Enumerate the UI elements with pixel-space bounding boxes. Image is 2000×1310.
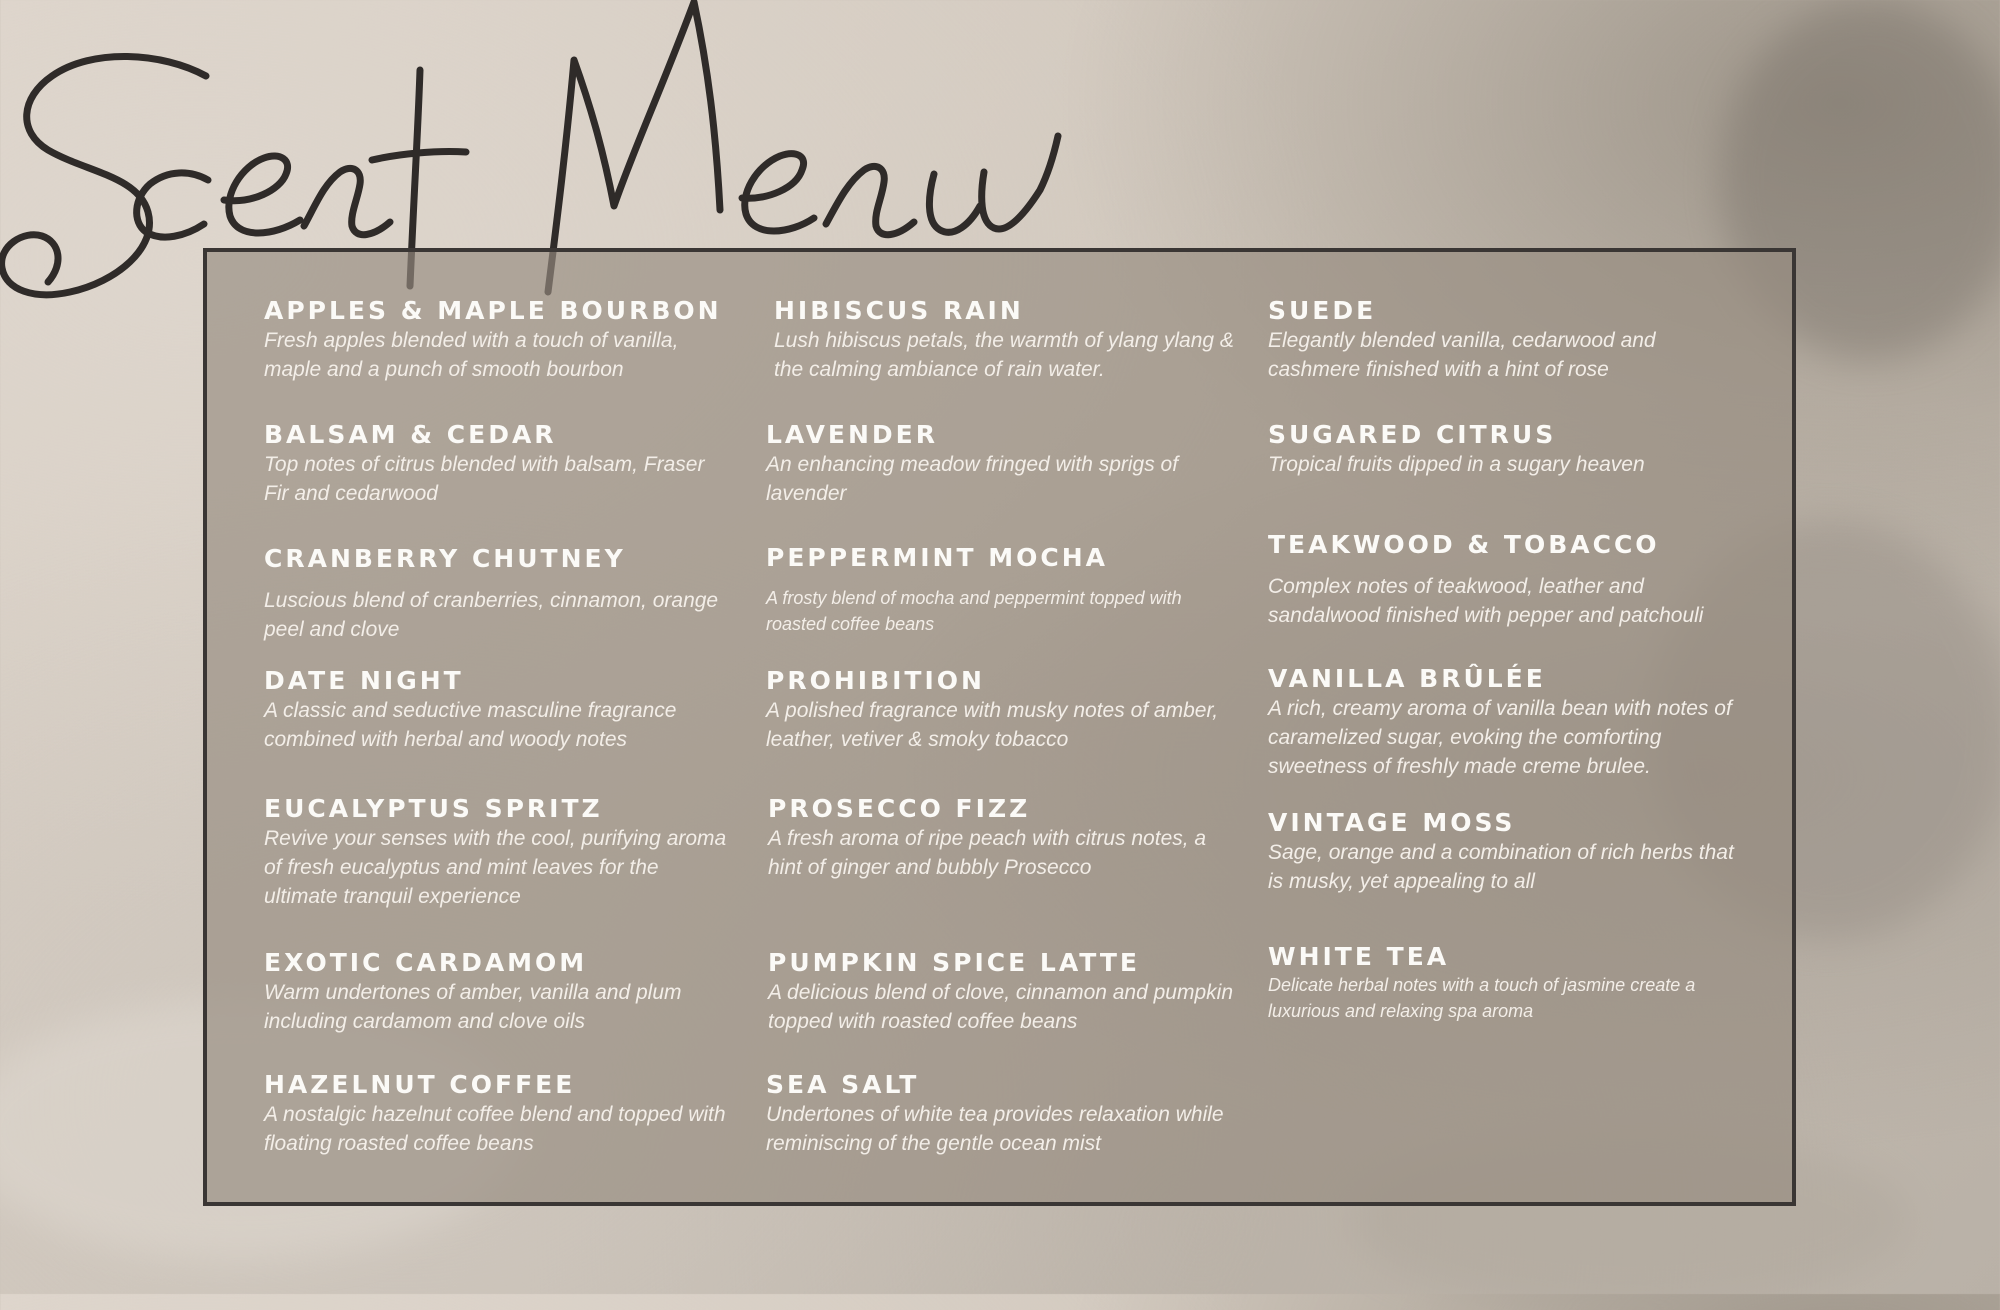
scent-description: Complex notes of teakwood, leather and sandalwood finished with pepper and patchouli: [1268, 575, 1704, 627]
scent-description: A delicious blend of clove, cinnamon and pumpkin topped with roasted coffee beans: [768, 981, 1234, 1033]
scent-name: PUMPKIN SPICE LATTE: [768, 948, 1140, 977]
scent-item-hibiscus-rain: [774, 296, 1244, 384]
scent-description: Lush hibiscus petals, the warmth of ylang ylang & the calming ambiance of rain water.: [774, 329, 1234, 381]
scent-description: A polished fragrance with musky notes of amber, leather, vetiver & smoky tobacco: [766, 699, 1219, 751]
scent-name: PROSECCO FIZZ: [768, 794, 1031, 823]
scent-item-lavender: [766, 420, 1236, 508]
scent-name: VINTAGE MOSS: [1268, 808, 1516, 837]
scent-name: VANILLA BRÛLÉE: [1268, 664, 1546, 693]
scent-name: SUGARED CITRUS: [1268, 420, 1557, 449]
scent-name: EXOTIC CARDAMOM: [264, 948, 588, 977]
scent-item-sugared-citrus: [1268, 420, 1738, 479]
scent-item-suede: [1268, 296, 1738, 384]
scent-item-balsam-cedar: [264, 420, 734, 508]
title-letter-e: [224, 156, 300, 233]
scent-item-vanilla-brulee: [1268, 664, 1738, 781]
scent-name: LAVENDER: [766, 420, 939, 449]
scent-name: SUEDE: [1268, 296, 1377, 325]
scent-name: PEPPERMINT MOCHA: [766, 543, 1108, 572]
scent-item-peppermint-mocha: [766, 543, 1236, 637]
scent-description: An enhancing meadow fringed with sprigs of lavender: [766, 453, 1179, 505]
scent-name: EUCALYPTUS SPRITZ: [264, 794, 603, 823]
scent-item-apples-maple-bourbon: [264, 296, 734, 384]
scent-item-sea-salt: [766, 1070, 1236, 1158]
scent-name: WHITE TEA: [1268, 942, 1450, 971]
scent-description: Revive your senses with the cool, purifying aroma of fresh eucalyptus and mint leaves for the ultimate tranquil experience: [264, 827, 727, 908]
scent-item-prohibition: [766, 666, 1236, 754]
scent-description: Delicate herbal notes with a touch of jasmine create a luxurious and relaxing spa aroma: [1268, 975, 1696, 1021]
scent-item-date-night: [264, 666, 734, 754]
scent-description: Top notes of citrus blended with balsam, Fraser Fir and cedarwood: [264, 453, 705, 505]
scent-name: PROHIBITION: [766, 666, 985, 695]
scent-description: A rich, creamy aroma of vanilla bean with notes of caramelized sugar, evoking the comforting sweetness of freshly made creme brulee.: [1268, 697, 1732, 778]
scent-name: DATE NIGHT: [264, 666, 464, 695]
scent-item-teakwood-tobacco: [1268, 530, 1738, 630]
scent-name: TEAKWOOD & TOBACCO: [1268, 530, 1660, 559]
scent-description: Elegantly blended vanilla, cedarwood and cashmere finished with a hint of rose: [1268, 329, 1656, 381]
scent-description: Undertones of white tea provides relaxation while reminiscing of the gentle ocean mist: [766, 1103, 1224, 1155]
scent-description: A frosty blend of mocha and peppermint topped with roasted coffee beans: [766, 588, 1182, 634]
scent-item-hazelnut-coffee: [264, 1070, 734, 1158]
title-letter-e: [742, 154, 814, 231]
title-letter-n: [826, 166, 914, 234]
scent-name: SEA SALT: [766, 1070, 920, 1099]
scent-item-white-tea: [1268, 942, 1738, 1024]
scent-description: Fresh apples blended with a touch of vanilla, maple and a punch of smooth bourbon: [264, 329, 679, 381]
scent-name: BALSAM & CEDAR: [264, 420, 557, 449]
scent-item-eucalyptus-spritz: [264, 794, 734, 911]
scent-item-exotic-cardamom: [264, 948, 734, 1036]
scent-description: Tropical fruits dipped in a sugary heaven: [1268, 453, 1645, 476]
scent-name: HAZELNUT COFFEE: [264, 1070, 576, 1099]
title-letter-u: [929, 136, 1058, 232]
scent-description: Luscious blend of cranberries, cinnamon, orange peel and clove: [264, 589, 719, 641]
scent-item-pumpkin-spice-latte: [768, 948, 1238, 1036]
scent-description: A classic and seductive masculine fragrance combined with herbal and woody notes: [264, 699, 677, 751]
title-letter-n: [304, 168, 390, 234]
scent-description: A nostalgic hazelnut coffee blend and topped with floating roasted coffee beans: [264, 1103, 726, 1155]
scent-description: Warm undertones of amber, vanilla and plum including cardamom and clove oils: [264, 981, 682, 1033]
scent-name: APPLES & MAPLE BOURBON: [264, 296, 722, 325]
scent-item-vintage-moss: [1268, 808, 1738, 896]
scent-item-cranberry-chutney: [264, 544, 734, 644]
scent-description: A fresh aroma of ripe peach with citrus notes, a hint of ginger and bubbly Prosecco: [768, 827, 1207, 879]
scent-name: CRANBERRY CHUTNEY: [264, 544, 626, 573]
scent-description: Sage, orange and a combination of rich herbs that is musky, yet appealing to all: [1268, 841, 1734, 893]
scent-name: HIBISCUS RAIN: [774, 296, 1024, 325]
scent-item-prosecco-fizz: [768, 794, 1238, 882]
